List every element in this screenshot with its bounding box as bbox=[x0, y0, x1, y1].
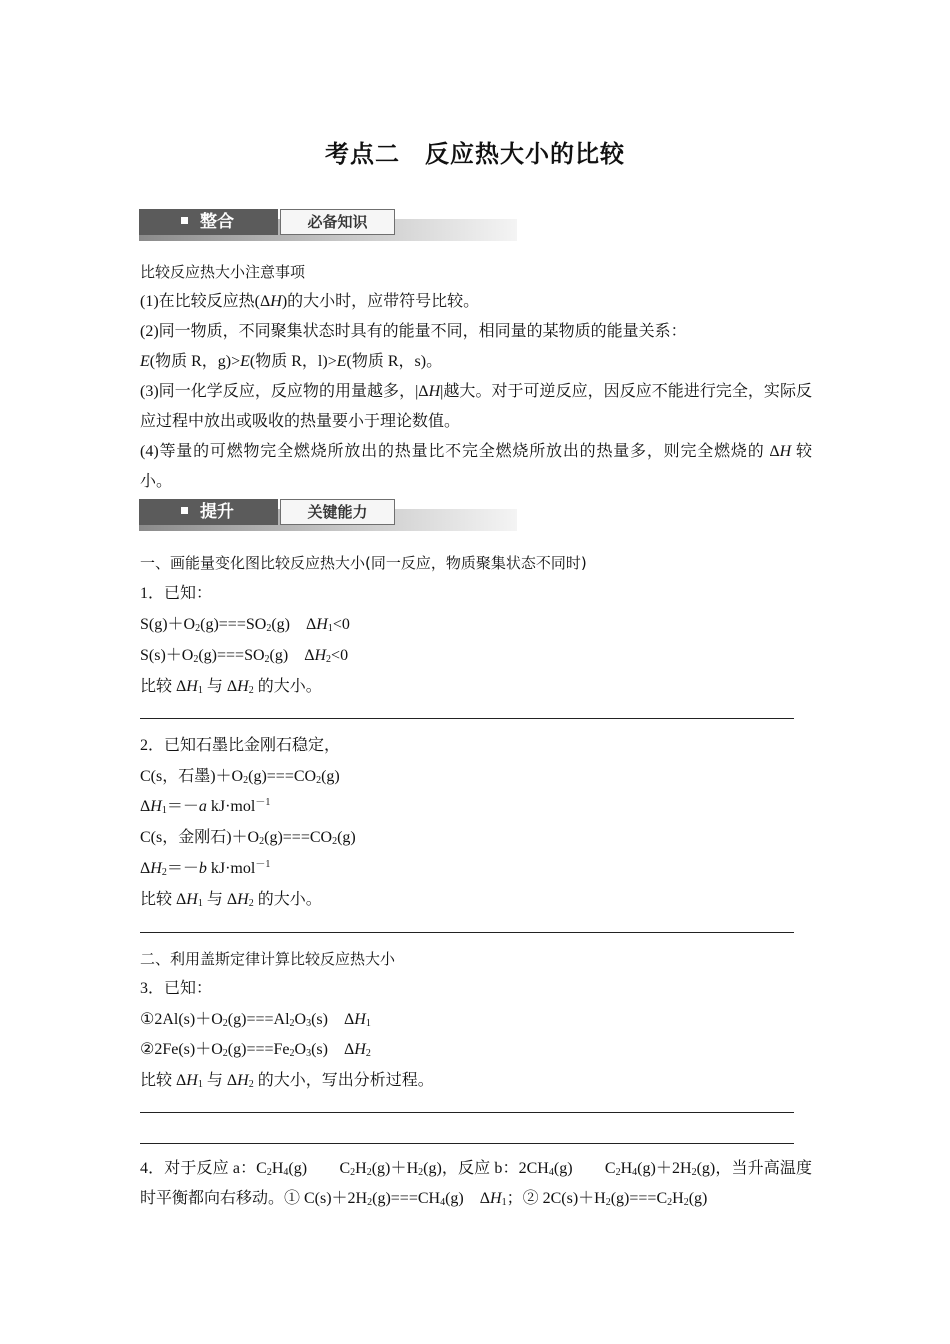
note-2: (2)同一物质，不同聚集状态时具有的能量不同，相同量的某物质的能量关系： bbox=[140, 323, 687, 340]
note-4: (4)等量的可燃物完全燃烧所放出的热量比不完全燃烧所放出的热量多，则完全燃烧的 ΔH 较小。 bbox=[140, 443, 812, 490]
q1-label: 1．已知： bbox=[140, 585, 213, 602]
q3-label: 3．已知： bbox=[140, 980, 213, 997]
q2-equation-1: C(s，石墨)$+O_2(g)===CO_2(g)$ bbox=[140, 768, 340, 786]
banner-main-tab bbox=[139, 499, 278, 525]
square-bullet-icon bbox=[181, 217, 188, 224]
answer-line[interactable] bbox=[140, 1112, 794, 1113]
note-2-relation: E(物质 R，g)>E(物质 R，l)>E(物质 R，s)。 bbox=[140, 353, 443, 370]
q2-label: 2．已知石墨比金刚石稳定， bbox=[140, 737, 341, 754]
q2-dh-2: $\Delta H_2=-b$ kJ·mol$^{-1}$ bbox=[140, 859, 271, 878]
q1-equation-2: $S(s)+O_2(g)===SO_2(g)$ $\Delta H_2<0$ bbox=[140, 647, 349, 665]
note-1: (1)在比较反应热(ΔH)的大小时，应带符号比较。 bbox=[140, 293, 480, 310]
answer-line[interactable] bbox=[140, 1143, 794, 1144]
banner-main-label: 提升 bbox=[200, 502, 234, 522]
banner-main-label: 整合 bbox=[200, 212, 234, 232]
q3-question: 比较 $\Delta H_1$ 与 $\Delta H_2$ 的大小，写出分析过程。 bbox=[140, 1072, 434, 1090]
note-3: (3)同一化学反应，反应物的用量越多，|ΔH|越大。对于可逆反应，因反应不能进行完全，实际反应过程中放出或吸收的热量要小于理论数值。 bbox=[140, 383, 812, 430]
q4-text: 4．对于反应 a：$C_2H_4(g)$ $C_2H_2(g)+H_2(g)$，反应 b：$2CH_4(g)$ $C_2H_4(g)+2H_2(g)$，当升高温度时平衡都向右移动。① $C(s)+2H_2(g)===CH_4(g)$ $\Delta H_1$；② $2C(s)+H_2(g)===C_2H_2(g)$ bbox=[140, 1160, 812, 1208]
q3-equation-2: $②2Fe(s)+O_2(g)===Fe_2O_3(s)$ $\Delta H_2$ bbox=[140, 1041, 371, 1059]
banner-main-tab bbox=[139, 209, 278, 235]
section2-heading: 二、利用盖斯定律计算比较反应热大小 bbox=[140, 950, 396, 968]
notes-heading: 比较反应热大小注意事项 bbox=[140, 263, 306, 281]
section-banner-integrate bbox=[139, 209, 517, 241]
q2-question: 比较 $\Delta H_1$ 与 $\Delta H_2$ 的大小。 bbox=[140, 891, 322, 909]
banner-sub-label: 必备知识 bbox=[280, 209, 395, 235]
answer-line[interactable] bbox=[140, 718, 794, 719]
banner-sub-label: 关键能力 bbox=[280, 499, 395, 525]
q2-dh-1: $\Delta H_1=-a$ kJ·mol$^{-1}$ bbox=[140, 797, 271, 816]
answer-line[interactable] bbox=[140, 932, 794, 933]
q3-equation-1: $①2Al(s)+O_2(g)===Al_2O_3(s)$ $\Delta H_1$ bbox=[140, 1011, 371, 1029]
section-banner-improve bbox=[139, 499, 517, 531]
q1-question: 比较 $\Delta H_1$ 与 $\Delta H_2$ 的大小。 bbox=[140, 678, 322, 696]
square-bullet-icon bbox=[181, 507, 188, 514]
q1-equation-1: $S(g)+O_2(g)===SO_2(g)$ $\Delta H_1<0$ bbox=[140, 616, 350, 634]
page-title: 考点二 反应热大小的比较 bbox=[325, 140, 625, 168]
section1-heading: 一、画能量变化图比较反应热大小(同一反应，物质聚集状态不同时) bbox=[140, 554, 587, 572]
q2-equation-2: C(s，金刚石)$+O_2(g)===CO_2(g)$ bbox=[140, 829, 356, 847]
